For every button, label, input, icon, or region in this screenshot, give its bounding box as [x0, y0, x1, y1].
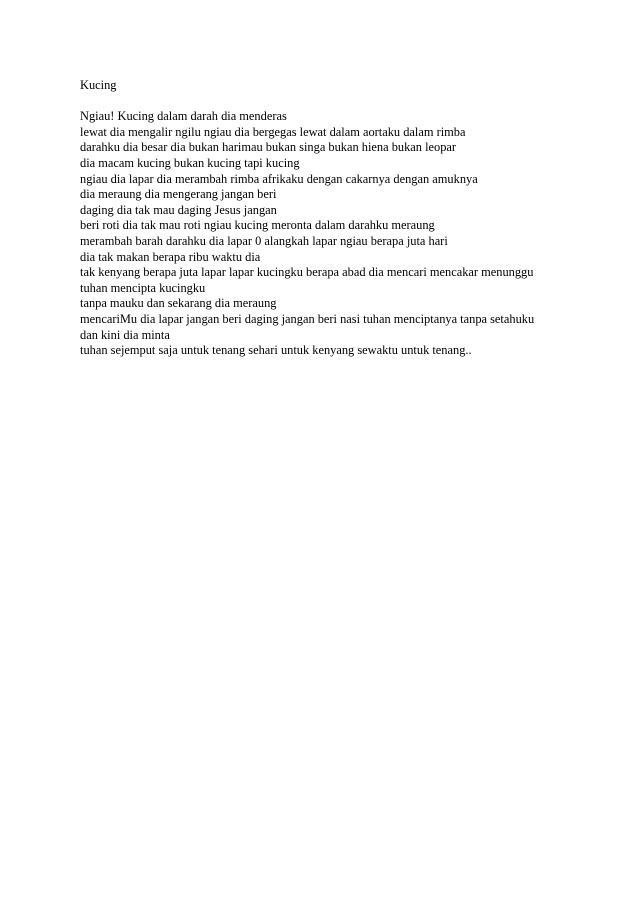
poem-line: lewat dia mengalir ngilu ngiau dia bergegas lewat dalam aortaku dalam rimba	[80, 124, 466, 139]
poem-text	[80, 109, 620, 359]
poem-line: Ngiau! Kucing dalam darah dia menderas	[80, 109, 287, 124]
poem-line: tuhan sejemput saja untuk tenang sehari untuk kenyang sewaktu untuk tenang..	[80, 343, 472, 358]
poem-line: darahku dia besar dia bukan harimau bukan singa bukan hiena bukan leopar	[80, 140, 457, 155]
poem-line: beri roti dia tak mau roti ngiau kucing meronta dalam darahku meraung	[80, 218, 435, 233]
poem-line: tak kenyang berapa juta lapar lapar kucingku berapa abad dia mencari mencakar menunggu	[80, 265, 534, 280]
poem-line: tuhan mencipta kucingku	[80, 280, 206, 295]
document-title: Kucing	[80, 78, 117, 92]
poem-line: tanpa mauku dan sekarang dia meraung	[80, 296, 277, 311]
document-body	[80, 78, 620, 359]
poem-line: dia macam kucing bukan kucing tapi kucing	[80, 155, 300, 170]
poem-line: dia meraung dia mengerang jangan beri	[80, 187, 277, 202]
poem-line: ngiau dia lapar dia merambah rimba afrikaku dengan cakarnya dengan amuknya	[80, 171, 478, 186]
poem-line: daging dia tak mau daging Jesus jangan	[80, 202, 277, 217]
poem-line: dan kini dia minta	[80, 327, 170, 342]
poem-line: dia tak makan berapa ribu waktu dia	[80, 249, 261, 264]
poem-line: merambah barah darahku dia lapar 0 alangkah lapar ngiau berapa juta hari	[80, 233, 448, 248]
poem-line: mencariMu dia lapar jangan beri daging jangan beri nasi tuhan menciptanya tanpa setahuku	[80, 311, 535, 326]
